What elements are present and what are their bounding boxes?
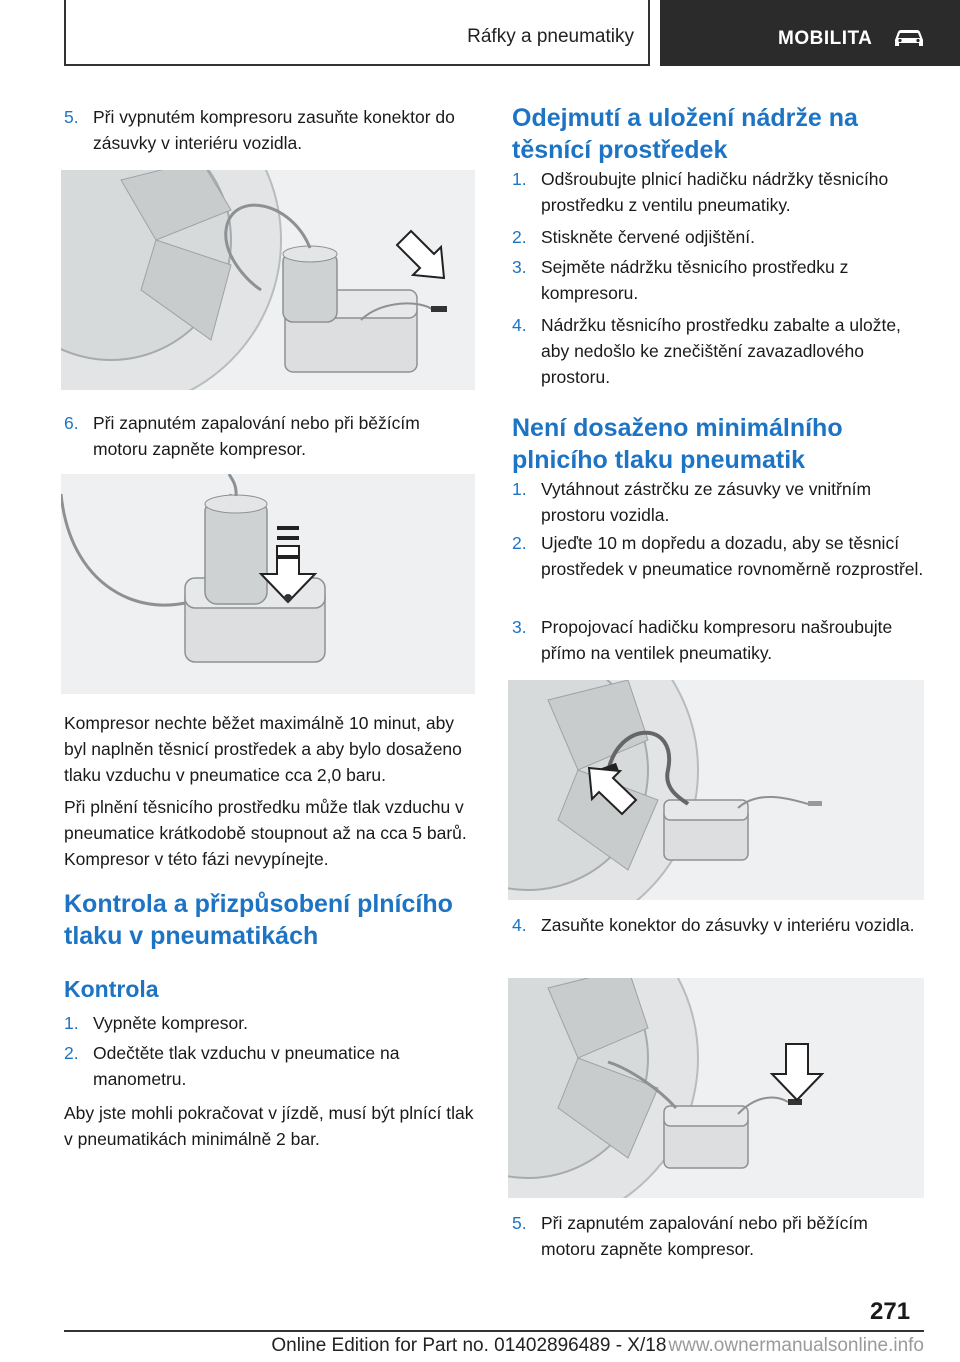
figure-hose-valve	[508, 680, 924, 900]
paragraph: Kompresor nechte běžet maximálně 10 minut, aby byl naplněn těsnicí prostředek a aby bylo dosaženo tlaku vzduchu v pneumatice cca 2,0 baru.	[64, 713, 462, 785]
list-item: 1. Odšroubujte plnicí hadičku nádržky těsnicího prostředku z ventilu pneumatiky.	[512, 169, 889, 215]
section-title: Ráfky a pneumatiky	[467, 26, 634, 47]
chapter-tab	[660, 0, 960, 66]
illustration-image	[508, 680, 924, 900]
chapter-title: MOBILITA	[778, 28, 873, 49]
footer-rule	[64, 1330, 924, 1332]
footer	[64, 1335, 924, 1357]
list-item: 1. Vypněte kompresor.	[64, 1013, 248, 1033]
section-heading: Odejmutí a uložení nádrže na těsnící prostředek	[512, 104, 858, 164]
list-item: 2. Odečtěte tlak vzduchu v pneumatice na manometru.	[64, 1043, 400, 1089]
subsection-heading: Kontrola	[64, 976, 159, 1002]
figure-compressor-connect	[61, 170, 475, 390]
watermark-text: www.ownermanualsonline.info	[668, 1335, 924, 1356]
page-number: 271	[870, 1298, 911, 1325]
list-item: 4. Zasuňte konektor do zásuvky v interiéru vozidla.	[512, 915, 915, 935]
paragraph: Aby jste mohli pokračovat v jízdě, musí být plnící tlak v pneumatikách minimálně 2 bar.	[64, 1103, 474, 1149]
list-item: 2. Stiskněte červené odjištění.	[512, 227, 756, 247]
figure-compressor-socket	[508, 978, 924, 1198]
list-item: 4. Nádržku těsnicího prostředku zabalte a uložte, aby nedošlo ke znečištění zavazadlového prostoru.	[512, 315, 901, 387]
section-heading: Není dosaženo minimálního plnicího tlaku pneumatik	[512, 414, 843, 474]
illustration-image	[61, 474, 475, 694]
list-item: 1. Vytáhnout zástrčku ze zásuvky ve vnitřním prostoru vozidla.	[512, 479, 872, 525]
section-heading: Kontrola a přizpůsobení plnícího tlaku v pneumatikách	[64, 890, 453, 950]
illustration-image	[508, 978, 924, 1198]
edition-text: Online Edition for Part no. 01402896489 - X/18	[271, 1335, 667, 1356]
paragraph: Při plnění těsnicího prostředku může tlak vzduchu v pneumatice krátkodobě stoupnout až na cca 5 barů. Kompresor v této fázi nevypínejte.	[64, 797, 467, 869]
figure-compressor-switch	[61, 474, 475, 694]
list-item: 5. Při vypnutém kompresoru zasuňte konektor do zásuvky v interiéru vozidla.	[64, 107, 455, 153]
list-item: 3. Sejměte nádržku těsnicího prostředku z kompresoru.	[512, 257, 849, 303]
list-item: 3. Propojovací hadičku kompresoru našroubujte přímo na ventilek pneumatiky.	[512, 617, 893, 663]
list-item: 2. Ujeďte 10 m dopředu a dozadu, aby se těsnicí prostředek v pneumatice rovnoměrně rozprostřel.	[512, 533, 924, 579]
list-item: 6. Při zapnutém zapalování nebo při běžícím motoru zapněte kompresor.	[64, 413, 420, 459]
list-item: 5. Při zapnutém zapalování nebo při běžícím motoru zapněte kompresor.	[512, 1213, 868, 1259]
illustration-image	[61, 170, 475, 390]
car-icon	[892, 26, 926, 50]
